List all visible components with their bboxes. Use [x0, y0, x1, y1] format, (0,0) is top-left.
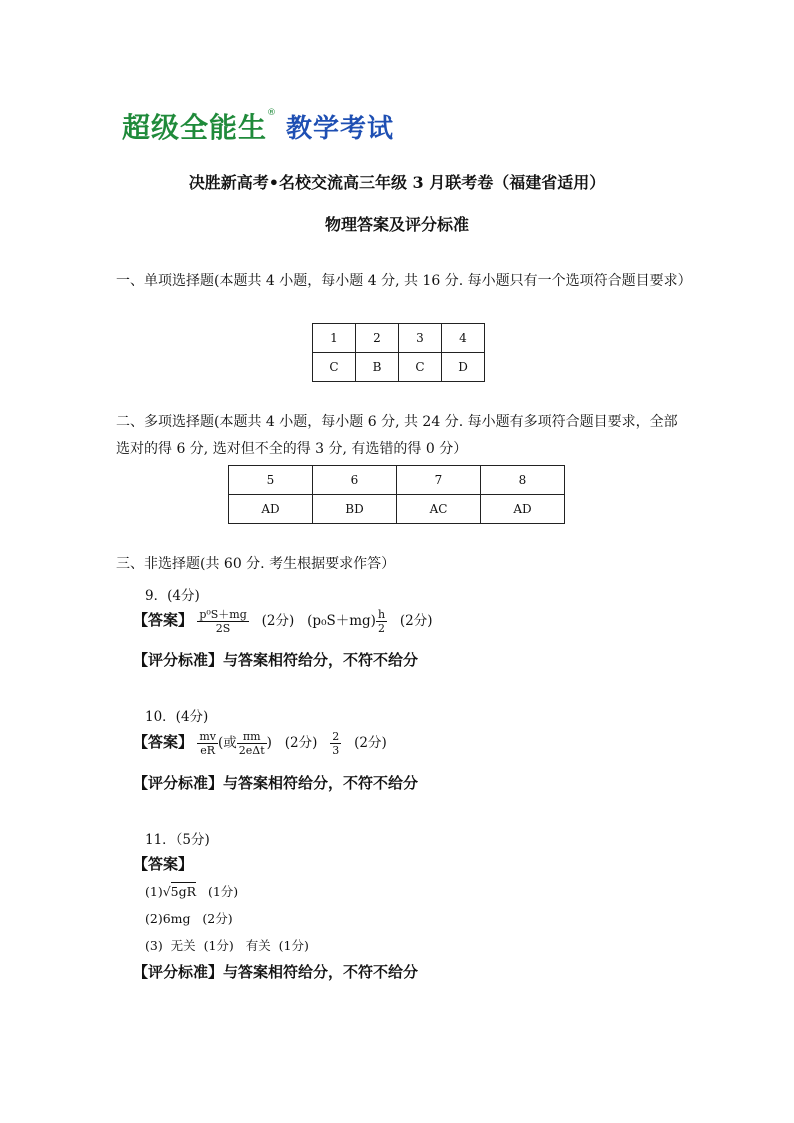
- question-number-cell: 5: [229, 466, 313, 495]
- question-number-cell: 1: [313, 324, 356, 353]
- q9-fraction-1: $\frac{\text{p⁰S＋mg}}{2S}$: [199, 608, 247, 635]
- logo-subbrand-text: 教学考试: [286, 114, 395, 144]
- question-number-cell: 8: [481, 466, 565, 495]
- q10-scoring-criteria: 【评分标准】与答案相符给分，不符不给分: [133, 774, 419, 792]
- section1-answer-table: [312, 323, 485, 382]
- answer-cell: C: [313, 353, 356, 382]
- q11-header: 11．（5分): [145, 832, 210, 848]
- question-number-cell: 3: [399, 324, 442, 353]
- section2-answer-table: [228, 465, 565, 524]
- question-number-cell: 4: [442, 324, 485, 353]
- section1-instructions: 一、单项选择题(本题共 4 小题，每小题 4 分, 共 16 分. 每小题只有一个选项符合题目要求）: [116, 273, 692, 289]
- q9-fraction-2: $\frac{h}{2}$: [377, 608, 386, 635]
- q10-fraction-1: $\frac{mv}{eR}$: [199, 730, 216, 757]
- question-number-cell: 6: [313, 466, 397, 495]
- q9-scoring-criteria: 【评分标准】与答案相符给分，不符不给分: [133, 651, 419, 669]
- q10-score-2: (2分): [354, 735, 387, 751]
- q10-header: 10．(4分): [145, 709, 209, 725]
- registered-mark: ®: [267, 108, 277, 118]
- answer-cell: B: [356, 353, 399, 382]
- answer-label: 【答案】: [133, 733, 194, 751]
- table-row: [313, 324, 485, 353]
- answer-cell: C: [399, 353, 442, 382]
- q10-answer-line: [133, 730, 387, 757]
- question-number-cell: 7: [397, 466, 481, 495]
- q9-header: 9．(4分): [145, 588, 200, 604]
- table-row: [229, 495, 565, 524]
- q10-score-1: (2分): [284, 735, 318, 751]
- answer-cell: BD: [313, 495, 397, 524]
- q11-item-3: (3) 无关 (1分) 有关 (1分): [145, 938, 309, 953]
- q10-or-open: (或: [217, 735, 237, 751]
- answer-cell: AD: [229, 495, 313, 524]
- q11-radicand: 5gR: [170, 884, 197, 899]
- table-row: [313, 353, 485, 382]
- q11-item-1-score: (1分): [207, 884, 239, 899]
- exam-title: 决胜新高考•名校交流高三年级 3 月联考卷（福建省适用）: [188, 173, 606, 192]
- answer-cell: AD: [481, 495, 565, 524]
- q10-fraction-3: $\frac{2}{3}$: [332, 730, 340, 757]
- q9-score-1: (2分): [261, 613, 295, 629]
- document-subtitle: 物理答案及评分标准: [324, 215, 469, 234]
- q10-or-close: ): [266, 735, 272, 751]
- q9-score-2: (2分): [399, 613, 433, 629]
- answer-label: 【答案】: [133, 611, 194, 629]
- q11-item-2: (2)6mg (2分): [145, 911, 233, 926]
- q11-scoring-criteria: 【评分标准】与答案相符给分，不符不给分: [133, 963, 419, 981]
- publisher-logo: [122, 106, 394, 146]
- table-row: [229, 466, 565, 495]
- question-number-cell: 2: [356, 324, 399, 353]
- q9-expression-2: (p₀S＋mg): [307, 613, 376, 629]
- answer-cell: AC: [397, 495, 481, 524]
- answer-label: 【答案】: [133, 855, 194, 873]
- q9-answer-line: [133, 608, 433, 635]
- q10-fraction-2: $\frac{\pi m}{\text{2eΔt}}$: [238, 730, 265, 757]
- q11-item-1: (1)√5gR (1分): [145, 884, 239, 899]
- logo-brand-text: 超级全能生: [122, 111, 268, 144]
- answer-cell: D: [442, 353, 485, 382]
- section2-instructions: 二、多项选择题(本题共 4 小题，每小题 6 分, 共 24 分. 每小题有多项符合题目要求，全部选对的得 6 分, 选对但不全的得 3 分, 有选错的得 0 分）: [116, 414, 678, 457]
- section3-instructions: 三、非选择题(共 60 分. 考生根据要求作答）: [116, 556, 396, 572]
